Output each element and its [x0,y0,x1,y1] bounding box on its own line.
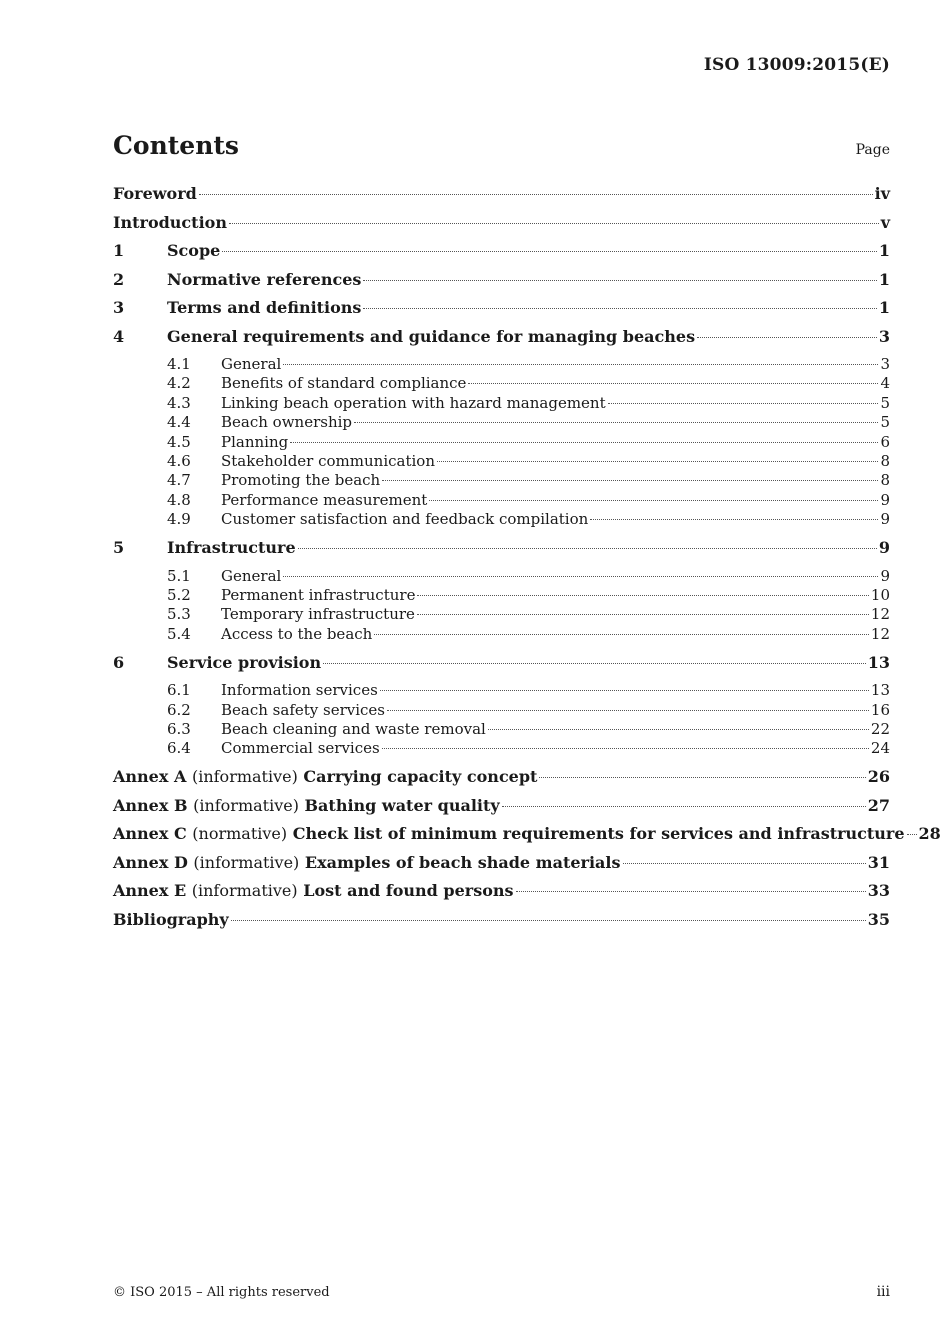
toc-entry-title [113,824,905,843]
toc-subentry[interactable] [113,567,890,586]
toc-entry-page: 9 [878,538,890,558]
toc-subentry[interactable] [113,510,890,538]
annex-kind: (informative) [193,852,300,872]
toc-subentry[interactable] [113,681,890,700]
dot-leader [283,576,878,577]
dot-leader [590,519,878,520]
toc-entry-page: 22 [870,720,890,739]
toc-entry-page: 1 [878,298,890,317]
toc-entry[interactable] [113,796,890,825]
toc-entry-number: 4.3 [167,393,191,412]
toc-entry-title: Linking beach operation with hazard management [221,393,606,412]
toc-entry[interactable] [113,653,890,682]
toc-subentry[interactable] [113,720,890,739]
annex-label: Annex D [113,852,188,872]
dot-leader [231,920,866,921]
dot-leader [222,251,877,252]
toc-entry-number: 2 [113,269,125,289]
dot-leader [417,595,868,596]
toc-entry-title: Planning [221,432,289,451]
toc-entry-title: Temporary infrastructure [221,605,415,624]
toc-entry-title: Customer satisfaction and feedback compilation [221,510,589,529]
toc-entry-page: 9 [880,510,890,529]
annex-title: Carrying capacity concept [303,767,538,787]
toc-entry-title [113,796,500,815]
toc-entry-number: 5 [113,538,125,558]
toc-subentry[interactable] [113,452,890,471]
dot-leader [539,777,865,778]
toc-subentry[interactable] [113,491,890,510]
toc-entry[interactable] [113,270,890,299]
dot-leader [502,806,866,807]
toc-entry-page: 10 [870,586,890,605]
toc-entry-title: Benefits of standard compliance [221,374,467,393]
dot-leader [488,729,869,730]
toc-entry-page: 35 [867,909,890,929]
copyright-notice: © ISO 2015 – All rights reserved [113,1285,330,1300]
toc-entry-page: 4 [880,374,890,393]
toc-entry-title: Information services [221,681,378,700]
page-column-label: Page [855,142,890,158]
dot-leader [429,500,878,501]
contents-heading [113,131,890,165]
toc-entry-page: 9 [880,566,890,585]
toc-entry[interactable] [113,538,890,567]
toc-entry-title [113,767,537,786]
toc-entry[interactable] [113,298,890,327]
toc-entry-title: Beach cleaning and waste removal [221,720,486,739]
toc-entry-number: 4.4 [167,413,191,432]
toc-entry-page: 13 [867,652,890,672]
dot-leader [623,863,866,864]
toc-entry-number: 4 [113,326,125,346]
toc-entry-title: Terms and definitions [167,298,362,317]
annex-title: Examples of beach shade materials [304,852,621,872]
toc-entry-number: 5.3 [167,605,191,624]
toc-entry-page: 8 [880,471,890,490]
toc-entry-title: Permanent infrastructure [221,586,416,605]
toc-entry[interactable] [113,767,890,796]
toc-entry-title [113,881,514,900]
toc-entry-page: 5 [880,393,890,412]
toc-entry-page: 8 [880,451,890,470]
toc-subentry[interactable] [113,739,890,767]
dot-leader [283,364,878,365]
dot-leader [697,337,877,338]
annex-kind: (informative) [191,767,298,787]
annex-label: Annex E [113,881,187,901]
toc-entry-page: 26 [867,767,890,787]
toc-entry-number: 5.4 [167,624,191,643]
toc-entry-page: 1 [878,269,890,289]
toc-entry-title: Beach ownership [221,413,353,432]
dot-leader [374,634,869,635]
toc-entry-title: Commercial services [221,739,380,758]
toc-entry-number: 6.1 [167,681,191,700]
toc-entry[interactable] [113,184,890,213]
annex-title: Check list of minimum requirements for services and infrastructure [292,824,905,844]
dot-leader [382,480,878,481]
toc-entry-number: 4.1 [167,355,191,373]
toc-entry[interactable] [113,327,890,356]
toc-entry-title: Beach safety services [221,700,386,719]
toc-entry-page: 31 [867,852,890,872]
toc-entry-page: 9 [880,490,890,509]
toc-entry-title: Promoting the beach [221,471,381,490]
toc-entry-title: Stakeholder communication [221,451,435,470]
toc-entry[interactable] [113,881,890,910]
toc-entry-title: Service provision [167,652,322,672]
dot-leader [516,891,866,892]
toc-entry-page: 28 [918,824,941,844]
toc-subentry[interactable] [113,433,890,452]
toc-entry-number: 6.2 [167,700,191,719]
dot-leader [380,690,869,691]
dot-leader [417,614,869,615]
dot-leader [437,461,878,462]
toc-entry-title: Scope [167,241,221,260]
toc-entry[interactable] [113,241,890,270]
dot-leader [298,548,877,549]
dot-leader [382,748,869,749]
page-number: iii [876,1284,890,1300]
dot-leader [290,442,878,443]
contents-title: Contents [113,131,240,160]
toc-entry-page: 12 [870,624,890,643]
toc-entry-number: 5.2 [167,586,191,605]
toc-entry-number: 3 [113,298,125,317]
toc-entry-page: iv [874,184,890,203]
toc-entry-number: 4.9 [167,510,191,529]
toc-entry-page: 33 [867,881,890,901]
toc-subentry[interactable] [113,586,890,605]
toc-entry-page: 13 [870,681,890,700]
toc-entry-title: General requirements and guidance for managing beaches [167,326,696,346]
toc-entry-page: 27 [867,795,890,815]
dot-leader [323,663,866,664]
toc-subentry[interactable] [113,471,890,490]
toc-entry-title [113,853,621,872]
toc-subentry[interactable] [113,394,890,413]
toc-entry-page: 12 [870,605,890,624]
toc-entry-title: Access to the beach [221,624,373,643]
toc-subentry[interactable] [113,413,890,432]
toc-subentry[interactable] [113,625,890,653]
toc-entry-number: 4.7 [167,471,191,490]
toc-entry-title: Introduction [113,212,227,232]
toc-entry-title: Infrastructure [167,538,296,558]
dot-leader [363,280,876,281]
toc-entry-page: 24 [870,739,890,758]
annex-label: Annex A [113,767,187,787]
annex-title: Lost and found persons [303,881,514,901]
toc-entry-page: 16 [870,700,890,719]
toc-entry-page: v [880,212,890,232]
toc-entry-page: 3 [878,326,890,346]
toc-entry-title: General [221,566,282,585]
toc-entry-title: Performance measurement [221,490,428,509]
toc-entry[interactable] [113,910,890,939]
toc-entry-number: 6.4 [167,739,191,758]
annex-kind: (informative) [193,795,299,815]
toc-entry[interactable] [113,824,941,853]
annex-label: Annex C [113,824,187,844]
annex-title: Bathing water quality [304,795,500,815]
toc-entry-number: 5.1 [167,566,191,585]
toc-entry-number: 4.8 [167,490,191,509]
toc-entry-number: 4.5 [167,432,191,451]
annex-kind: (normative) [192,824,288,844]
toc-entry-page: 5 [880,413,890,432]
toc-entry-number: 4.6 [167,451,191,470]
toc-entry-number: 1 [113,241,125,260]
toc-subentry[interactable] [113,374,890,393]
toc-entry-page: 3 [880,355,890,373]
dot-leader [229,223,879,224]
toc-entry-number: 6 [113,652,125,672]
toc-subentry[interactable] [113,701,890,720]
toc-entry-page: 1 [878,241,890,260]
toc-entry-number: 4.2 [167,374,191,393]
annex-label: Annex B [113,795,188,815]
toc-entry-title: Normative references [167,269,362,289]
toc-entry[interactable] [113,213,890,242]
toc-entry-title: Bibliography [113,909,229,929]
dot-leader [387,710,869,711]
toc-entry-title: Foreword [113,184,197,203]
document-identifier: ISO 13009:2015(E) [703,55,890,75]
toc-entry-number: 6.3 [167,720,191,739]
dot-leader [363,308,876,309]
annex-kind: (informative) [191,881,298,901]
dot-leader [907,834,917,835]
toc-subentry[interactable] [113,355,890,374]
toc-entry-title: General [221,355,282,373]
toc-subentry[interactable] [113,605,890,624]
dot-leader [354,422,878,423]
dot-leader [608,403,879,404]
toc-entry-page: 6 [880,432,890,451]
toc-entry[interactable] [113,853,890,882]
dot-leader [199,194,873,195]
table-of-contents [113,184,941,938]
dot-leader [468,383,878,384]
